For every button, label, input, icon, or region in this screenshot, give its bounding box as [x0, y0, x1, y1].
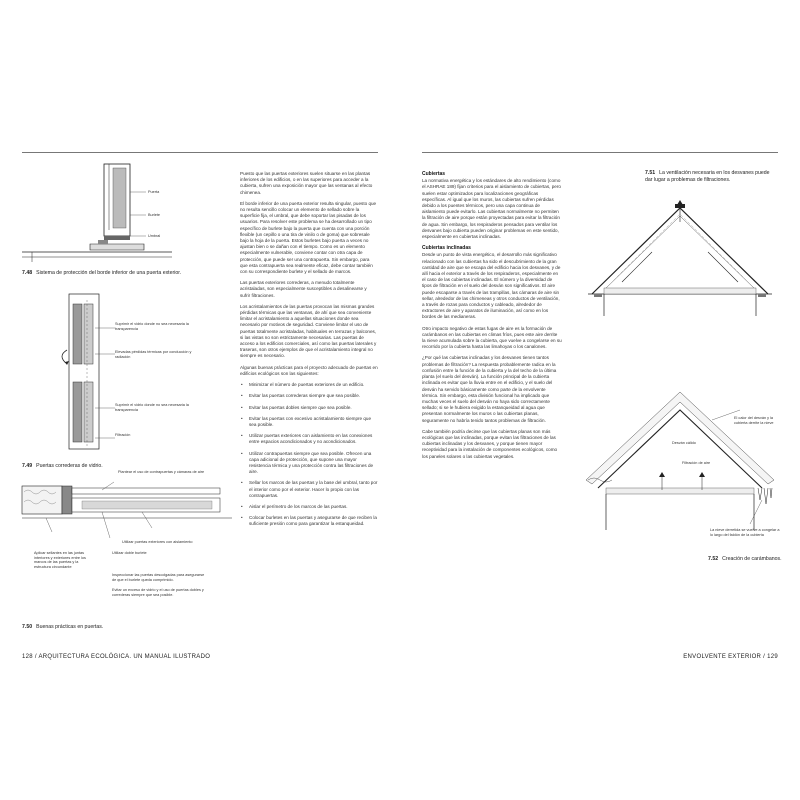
- caption-7-52: 7.52 Creación de carámbanos.: [708, 556, 782, 562]
- label-puerta: Puerta: [148, 190, 160, 194]
- paragraph: Puesto que las puertas exteriores suelen situarse en las plantas inferiores de los edificios, o en las superiores para acceder a la cubierta, sufren una exposición mayor que las ventanas al efecto chimenea.: [240, 171, 373, 195]
- label-evitar-vidrio: Evitar un exceso de vidrio y el uso de puertas dobles y correderas siempre que sea posible.: [112, 588, 204, 597]
- text-column-cubiertas: [422, 171, 562, 465]
- paragraph: La normativa energética y los estándares de alto rendimiento (como el ASHRAE 189) fijan criterios para el aislamiento de cubiertas, pero suelen estar optimizados para localizaciones geográficas específicas. Al igual que los muros, las cubiertas sufren pérdidas debido a los puentes térmicos, pero una capa continua de aislamiento puede evitarlo. Las cubiertas normalmente no permiten la filtración de aire porque están proyectadas para evitar la filtración de agua. Sin embargo, los respiraderos pensados para ventilar los desvanes bajo cubierta pueden originar problemas en este sentido, especialmente en cubiertas inclinadas.: [422, 178, 561, 240]
- label-contrapuertas: Plantear el uso de contrapuertas y cámaras de aire: [118, 470, 205, 474]
- list-item: • Sellar los marcos de las puertas y la base del umbral, tanto por el interior como por el exterior. Hacer lo propio con las contrapuertas.: [240, 480, 378, 499]
- label-puertas-aislamiento: Utilizar puertas exteriores con aislamiento: [122, 540, 193, 544]
- label-calor-desvan: El calor del desván y la cubierta derrite la nieve: [734, 416, 774, 425]
- figure-7-50-drawing: [22, 482, 232, 544]
- label-filtracion-aire: Filtración de aire: [682, 461, 711, 465]
- paragraph: El borde inferior de una puerta exterior resulta singular, puesto que no resulta sencillo colocar un elemento de sellado sobre la superficie fija, el umbral, que debe soportar las pisadas de los usuarios. Para resolver este problema se ha desarrollado un tipo específico de burlete bajo la puerta que cuenta con una porción flexible (un cepillo o una tira de vinilo o de goma) que sobresale bajo la hoja de la puerta. Estos burletes bajo puerta a veces no ajustan bien o se dañan con el tiempo. Como es un elemento especialmente vulnerable, conviene contar con otra capa de protección, que puede ser una contrapuerta. Sin embargo, para que esta contrapuerta sea realmente eficaz, debe contar también con su correspondiente burlete y el sellado de marcos.: [240, 200, 377, 275]
- list-item: • Evitar las puertas correderas siempre que sea posible.: [240, 393, 378, 399]
- label-umbral: Umbral: [148, 234, 161, 238]
- label-nieve-derretida: La nieve derretida se vuelve a congelar a lo largo del faldón de la cubierta: [710, 528, 780, 537]
- paragraph: Otro impacto negativo de estas fugas de aire es la formación de carámbanos en las cubiertas en climas fríos, pues este aire derrite la nieve acumulada sobre la cubierta, que vuelve a congelarse en su recorrido por la cubierta hasta las limahoyas o los canalones.: [422, 325, 562, 350]
- paragraph: Desde un punto de vista energético, el desarrollo más significativo relacionado con las cubiertas ha sido el descubrimiento de la gran cantidad de aire que se escapa del edificio hacia los desvanes, y de allí hacia el exterior a través de los respiraderos, especialmente en el caso de las cubiertas inclinadas. El número y la diversidad de tipos de filtración en el suelo del desván son significativos. El aire puede escaparse a través de las trampillas, las cámaras de aire sin sellar, alrededor de las chimeneas y otros conductos de ventilación, a través de rozas para conductos y cableado, alrededor de extractores de aire y aparatos de iluminación, así como en los bordes de las medianeras.: [422, 252, 561, 320]
- label-desvan-calido: Desván cálido: [672, 441, 696, 445]
- paragraph: Las puertas exteriores correderas, a menudo totalmente acristaladas, son especialmente susceptibles a desalinearse y sufrir filtraciones.: [240, 280, 367, 298]
- footer-left: 128 / ARQUITECTURA ECOLÓGICA. UN MANUAL ILUSTRADO: [22, 654, 211, 660]
- list-item: • Utilizar contrapuertas siempre que sea posible. Ofrecen una capa adicional de protección, que supone una mayor resistencia térmica y una protección contra las filtraciones de aire.: [240, 451, 378, 476]
- header-rule-left: [22, 152, 378, 153]
- caption-7-48: 7.48 Sistema de protección del borde inferior de una puerta exterior.: [22, 270, 182, 276]
- figure-7-51-drawing: [582, 198, 778, 318]
- paragraph: Cabe también podría decirse que las cubiertas planas son más ecológicas que las inclinadas, porque evitan las filtraciones de las cubiertas inclinadas y los desvanes, y porque tienen mayor receptividad para la instalación de componentes ecológicos, como los paneles solares o las cubiertas vegetales.: [422, 428, 558, 459]
- footer-right: ENVOLVENTE EXTERIOR / 129: [683, 654, 778, 660]
- paragraph: ¿Por qué las cubiertas inclinadas y los desvanes tienen tantos problemas de filtración? La respuesta probablemente radica en la confusión entre la función de la cubierta y la del techo de la última planta (el suelo del desván). La función principal de la cubierta inclinada es evitar que la lluvia entre en el edificio, y el suelo del desván ha servido básicamente como parte de la envolvente térmica. Sin embargo, esta división funcional ha implicado que muchas veces el suelo del desván no haya sido correctamente sellado; si se le hubiera exigido la estanqueidad al agua que presentan normalmente los muros o las cubiertas planas, seguramente no habría tenido tantos problemas de filtración.: [422, 355, 557, 423]
- list-item: • Colocar burletes en las puertas y asegurarse de que reciben la suficiente presión como para garantizar la estanqueidad.: [240, 515, 378, 527]
- caption-7-51: 7.51 La ventilación necesaria en los desvanes puede dar lugar a problemas de filtraciones.: [645, 170, 770, 183]
- label-perdidas-termicas: Elevadas pérdidas térmicas por conducción y radiación: [115, 350, 192, 359]
- list-item: • Minimizar el número de puertas exteriores de un edificio.: [240, 382, 378, 388]
- paragraph: Algunas buenas prácticas para el proyecto adecuado de puertas en edificios ecológicos son las siguientes:: [240, 364, 378, 376]
- paragraph: Los acristalamientos de las puertas provocan las mismas grandes pérdidas térmicas que las ventanas, de ahí que sea conveniente limitar el acristalamiento a aquellas situaciones donde sea necesario por motivos de seguridad. Conviene limitar el uso de puertas totalmente acristaladas, habituales en terrazas y balcones, si las vistas no son estrictamente necesarias. Las puertas de acceso a los edificios comerciales, así como las puertas laterales y traseras, son otros ejemplos de que el acristalamiento integral no siempre es necesario.: [240, 303, 377, 359]
- heading-cubiertas: Cubiertas: [422, 171, 446, 177]
- figure-7-49-drawing: [55, 290, 115, 455]
- label-suprimir-vidrio-1: Suprimir el vidrio donde no sea necesaria la transparencia: [115, 322, 189, 331]
- label-filtracion: Filtración: [115, 433, 131, 437]
- best-practices-list: [240, 382, 378, 527]
- list-item: • Evitar las puertas con excesivo acristalamiento siempre que sea posible.: [240, 416, 378, 428]
- list-item: • Evitar las puertas dobles siempre que sea posible.: [240, 405, 378, 411]
- caption-7-49: 7.49 Puertas correderas de vidrio.: [22, 463, 103, 469]
- caption-7-50: 7.50 Buenas prácticas en puertas.: [22, 624, 104, 630]
- list-item: • Aislar el perímetro de los marcos de las puertas.: [240, 504, 378, 510]
- label-inspeccionar: Inspeccionar las puertas descolgadas para asegurarse de que el burlete queda comprimido.: [112, 573, 205, 582]
- figure-7-52-drawing: [582, 384, 778, 534]
- heading-cubiertas-inclinadas: Cubiertas inclinadas: [422, 245, 471, 252]
- header-rule-right: [422, 152, 778, 153]
- label-burlete: Burlete: [148, 213, 161, 217]
- label-suprimir-vidrio-2: Suprimir el vidrio donde no sea necesaria la transparencia: [115, 403, 189, 412]
- list-item: • Utilizar puertas exteriores con aislamiento en las conexiones entre espacios acondicionados y no acondicionados.: [240, 433, 378, 445]
- text-column-puertas: [240, 171, 378, 533]
- label-sellantes: Aplicar sellantes en las juntas interiores y exteriores entre los marcos de las puertas y la estructura circundante: [34, 551, 86, 569]
- label-doble-burlete: Utilizar doble burlete: [112, 551, 147, 555]
